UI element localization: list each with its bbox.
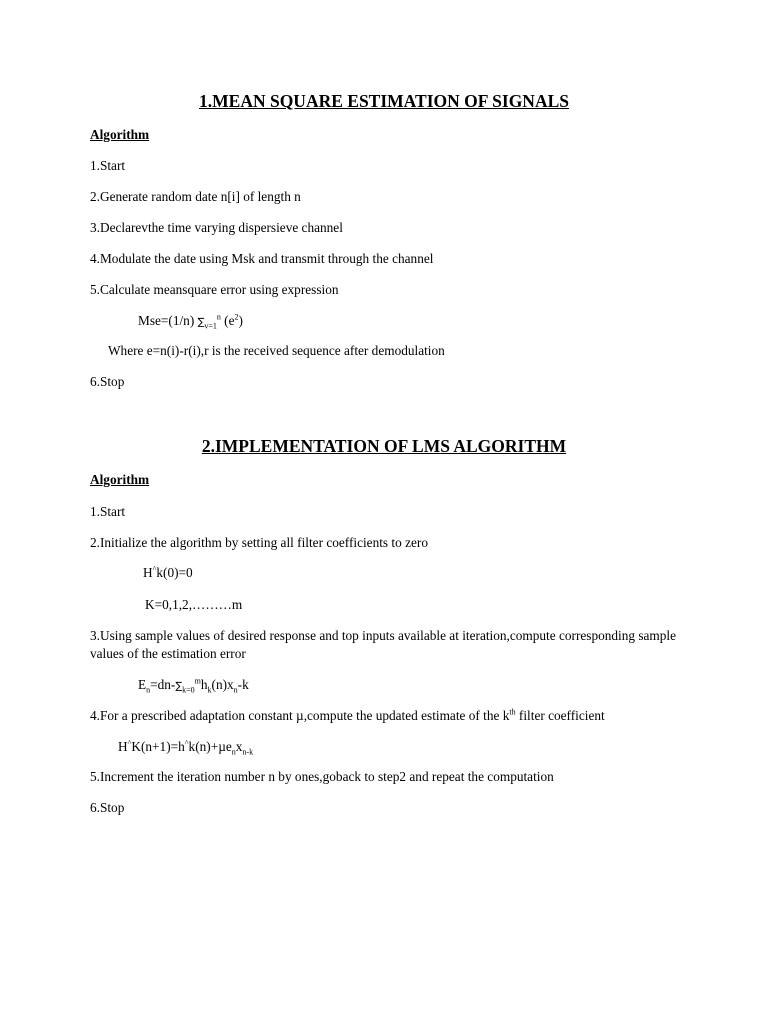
err-x-sub: n	[233, 685, 238, 695]
mse-rhs-sup: 2	[234, 312, 239, 322]
upd-hat2: ^	[184, 738, 189, 748]
err-sigma: ∑	[175, 681, 183, 692]
section1-step5: 5.Calculate meansquare error using expression	[90, 282, 339, 297]
section1-step6: 6.Stop	[90, 374, 125, 389]
err-nx: (n)x	[211, 677, 234, 692]
upd-x-sub: n-k	[242, 747, 254, 757]
err-h: h	[200, 677, 208, 692]
step4-pre: 4.For a prescribed adaptation constant µ,compute the updated estimate of the k	[90, 708, 510, 723]
k-range: K=0,1,2,………m	[145, 597, 243, 612]
section1-algorithm-label: Algorithm	[90, 127, 150, 142]
step4-sup: th	[509, 707, 516, 717]
section2-title: 2.IMPLEMENTATION OF LMS ALGORITHM	[201, 436, 567, 456]
section1-step1: 1.Start	[90, 158, 126, 173]
mse-formula	[138, 313, 243, 331]
mse-rhs-close: )	[238, 313, 243, 328]
err-h-sub: k	[207, 685, 212, 695]
step4-post: filter coefficient	[515, 708, 605, 723]
upd-x: x	[235, 739, 243, 754]
update-formula	[118, 739, 253, 755]
err-mid: =dn-	[150, 677, 176, 692]
err-sigma-sub: k=0	[182, 685, 195, 695]
err-e: E	[138, 677, 147, 692]
init-formula	[143, 565, 193, 581]
init-rest: k(0)=0	[156, 565, 193, 580]
section2-step2: 2.Initialize the algorithm by setting all filter coefficients to zero	[90, 535, 428, 550]
sigma-symbol: ∑	[197, 317, 205, 328]
section2-step6: 6.Stop	[90, 800, 125, 815]
err-e-sub: n	[146, 685, 151, 695]
upd-h1: H	[118, 739, 128, 754]
section2-algorithm-label: Algorithm	[90, 472, 150, 487]
err-sigma-sup: m	[194, 676, 201, 686]
upd-e-sub: n	[231, 747, 236, 757]
section1-step3: 3.Declarevthe time varying dispersieve channel	[90, 220, 343, 235]
section2-step1: 1.Start	[90, 504, 126, 519]
init-hat: ^	[152, 564, 157, 574]
section1-step2: 2.Generate random date n[i] of length n	[90, 189, 301, 204]
section1-step4: 4.Modulate the date using Msk and transmit through the channel	[90, 251, 434, 266]
sigma-sub: v=1	[204, 321, 217, 331]
section1-title: 1.MEAN SQUARE ESTIMATION OF SIGNALS	[199, 91, 569, 111]
section2-step4	[90, 708, 605, 724]
error-formula	[138, 677, 249, 695]
init-h: H	[143, 565, 153, 580]
err-tail: -k	[237, 677, 249, 692]
mse-rhs-open: (e	[220, 313, 235, 328]
mse-lhs: Mse=(1/n)	[138, 313, 198, 328]
upd-mid1: K(n+1)=h	[131, 739, 185, 754]
section1-where: Where e=n(i)-r(i),r is the received sequence after demodulation	[108, 343, 445, 358]
upd-mid2: k(n)+µe	[188, 739, 232, 754]
section2-step5: 5.Increment the iteration number n by ones,goback to step2 and repeat the computation	[90, 769, 554, 784]
section2-step3: 3.Using sample values of desired response and top inputs available at iteration,compute corresponding sample values of the estimation error	[90, 628, 677, 661]
sigma-sup: n	[216, 312, 221, 322]
upd-hat1: ^	[127, 738, 132, 748]
